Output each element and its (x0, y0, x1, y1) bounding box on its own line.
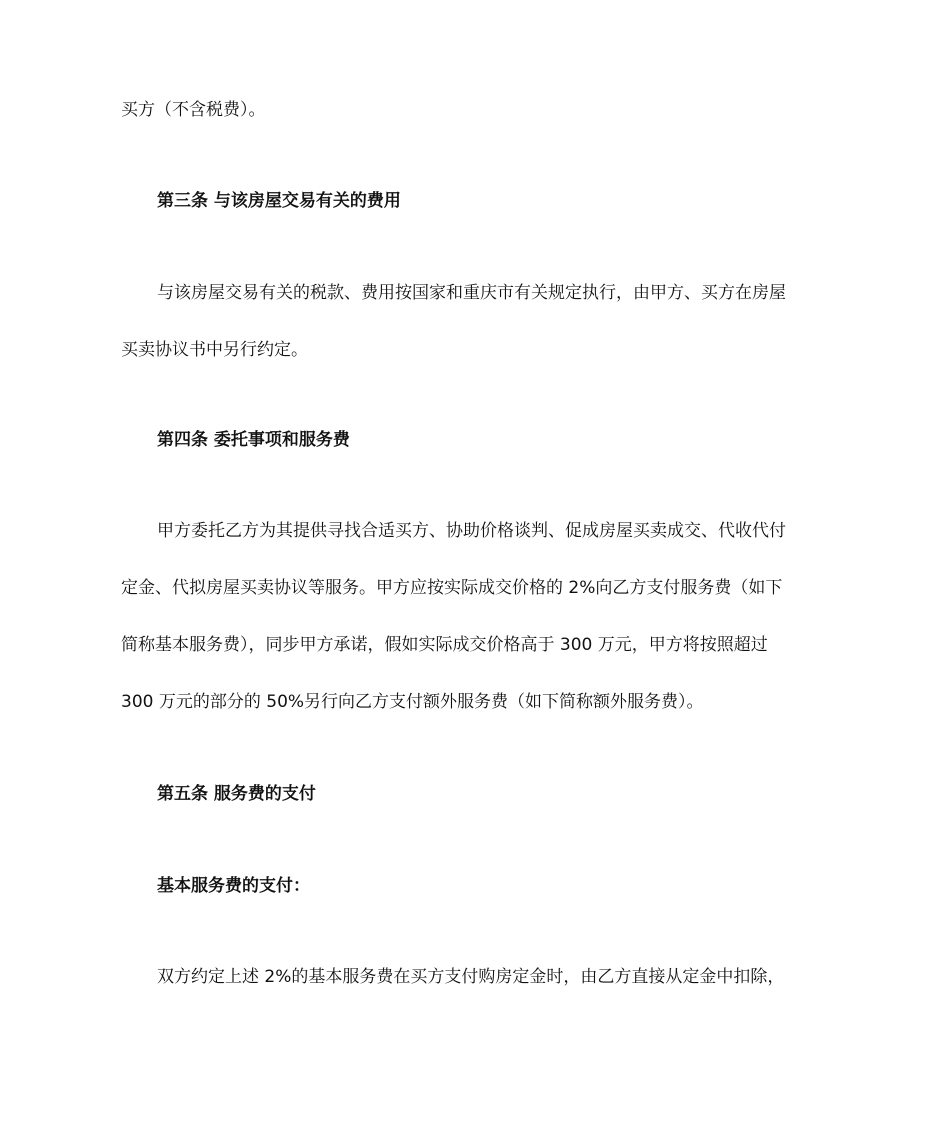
paragraph-line: 300 万元的部分的 50%另行向乙方支付额外服务费（如下简称额外服务费）。 (121, 692, 704, 712)
subsection-heading: 基本服务费的支付： (157, 876, 310, 896)
paragraph-line: 简称基本服务费），同步甲方承诺，假如实际成交价格高于 300 万元，甲方将按照超过 (121, 635, 768, 655)
section-heading-article-4: 第四条 委托事项和服务费 (157, 430, 350, 450)
paragraph-line: 买卖协议书中另行约定。 (121, 340, 308, 360)
paragraph-line: 与该房屋交易有关的税款、费用按国家和重庆市有关规定执行，由甲方、买方在房屋 (157, 283, 786, 303)
paragraph-line: 甲方委托乙方为其提供寻找合适买方、协助价格谈判、促成房屋买卖成交、代收代付 (157, 521, 786, 541)
section-heading-article-5: 第五条 服务费的支付 (157, 784, 316, 804)
section-heading-article-3: 第三条 与该房屋交易有关的费用 (157, 191, 401, 211)
paragraph-line: 买方（不含税费）。 (121, 100, 266, 120)
paragraph-line: 双方约定上述 2%的基本服务费在买方支付购房定金时，由乙方直接从定金中扣除， (157, 967, 785, 987)
paragraph-line: 定金、代拟房屋买卖协议等服务。甲方应按实际成交价格的 2%向乙方支付服务费（如下 (121, 578, 783, 598)
